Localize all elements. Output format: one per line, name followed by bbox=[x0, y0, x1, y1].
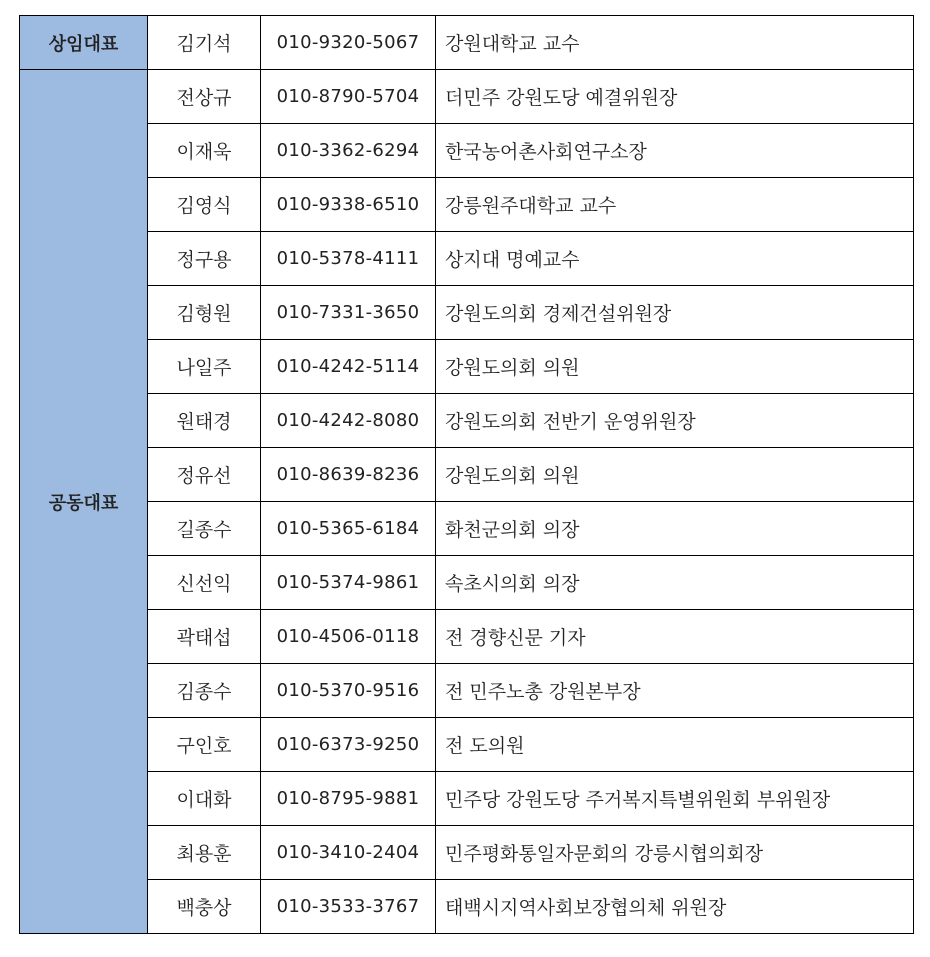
role-title: 강원도의회 의원 bbox=[436, 340, 914, 394]
phone-number: 010-4242-8080 bbox=[261, 394, 436, 448]
table-row bbox=[20, 286, 914, 340]
role-title: 강원도의회 전반기 운영위원장 bbox=[436, 394, 914, 448]
table-row bbox=[20, 772, 914, 826]
table-body bbox=[20, 16, 914, 934]
table-row bbox=[20, 448, 914, 502]
role-title: 민주평화통일자문회의 강릉시협의회장 bbox=[436, 826, 914, 880]
role-title: 상지대 명예교수 bbox=[436, 232, 914, 286]
person-name: 길종수 bbox=[148, 502, 261, 556]
person-name: 정유선 bbox=[148, 448, 261, 502]
table-row bbox=[20, 880, 914, 934]
phone-number: 010-7331-3650 bbox=[261, 286, 436, 340]
role-title: 더민주 강원도당 예결위원장 bbox=[436, 70, 914, 124]
table-row bbox=[20, 16, 914, 70]
table-row bbox=[20, 826, 914, 880]
phone-number: 010-3410-2404 bbox=[261, 826, 436, 880]
role-title: 전 도의원 bbox=[436, 718, 914, 772]
phone-number: 010-4242-5114 bbox=[261, 340, 436, 394]
phone-number: 010-5365-6184 bbox=[261, 502, 436, 556]
table-row bbox=[20, 610, 914, 664]
table-row bbox=[20, 502, 914, 556]
table-row bbox=[20, 340, 914, 394]
person-name: 신선익 bbox=[148, 556, 261, 610]
phone-number: 010-5378-4111 bbox=[261, 232, 436, 286]
person-name: 나일주 bbox=[148, 340, 261, 394]
phone-number: 010-9338-6510 bbox=[261, 178, 436, 232]
table-row bbox=[20, 556, 914, 610]
role-title: 전 민주노총 강원본부장 bbox=[436, 664, 914, 718]
role-title: 강원대학교 교수 bbox=[436, 16, 914, 70]
person-name: 김영식 bbox=[148, 178, 261, 232]
person-name: 곽태섭 bbox=[148, 610, 261, 664]
phone-number: 010-8639-8236 bbox=[261, 448, 436, 502]
phone-number: 010-5374-9861 bbox=[261, 556, 436, 610]
role-title: 강원도의회 의원 bbox=[436, 448, 914, 502]
person-name: 백충상 bbox=[148, 880, 261, 934]
role-title: 강원도의회 경제건설위원장 bbox=[436, 286, 914, 340]
phone-number: 010-9320-5067 bbox=[261, 16, 436, 70]
phone-number: 010-8790-5704 bbox=[261, 70, 436, 124]
role-title: 전 경향신문 기자 bbox=[436, 610, 914, 664]
phone-number: 010-3362-6294 bbox=[261, 124, 436, 178]
table-row bbox=[20, 124, 914, 178]
person-name: 최용훈 bbox=[148, 826, 261, 880]
person-name: 이대화 bbox=[148, 772, 261, 826]
role-title: 한국농어촌사회연구소장 bbox=[436, 124, 914, 178]
category-standing-representative: 상임대표 bbox=[20, 16, 148, 70]
table-row bbox=[20, 394, 914, 448]
person-name: 전상규 bbox=[148, 70, 261, 124]
person-name: 이재욱 bbox=[148, 124, 261, 178]
table-row bbox=[20, 232, 914, 286]
role-title: 강릉원주대학교 교수 bbox=[436, 178, 914, 232]
phone-number: 010-3533-3767 bbox=[261, 880, 436, 934]
category-joint-representative: 공동대표 bbox=[20, 70, 148, 934]
person-name: 김형원 bbox=[148, 286, 261, 340]
role-title: 화천군의회 의장 bbox=[436, 502, 914, 556]
representatives-table bbox=[19, 15, 914, 934]
person-name: 김종수 bbox=[148, 664, 261, 718]
phone-number: 010-8795-9881 bbox=[261, 772, 436, 826]
table-row bbox=[20, 664, 914, 718]
phone-number: 010-5370-9516 bbox=[261, 664, 436, 718]
table-row bbox=[20, 718, 914, 772]
person-name: 정구용 bbox=[148, 232, 261, 286]
role-title: 속초시의회 의장 bbox=[436, 556, 914, 610]
role-title: 민주당 강원도당 주거복지특별위원회 부위원장 bbox=[436, 772, 914, 826]
phone-number: 010-6373-9250 bbox=[261, 718, 436, 772]
person-name: 김기석 bbox=[148, 16, 261, 70]
phone-number: 010-4506-0118 bbox=[261, 610, 436, 664]
table-row bbox=[20, 70, 914, 124]
role-title: 태백시지역사회보장협의체 위원장 bbox=[436, 880, 914, 934]
person-name: 원태경 bbox=[148, 394, 261, 448]
table-row bbox=[20, 178, 914, 232]
person-name: 구인호 bbox=[148, 718, 261, 772]
